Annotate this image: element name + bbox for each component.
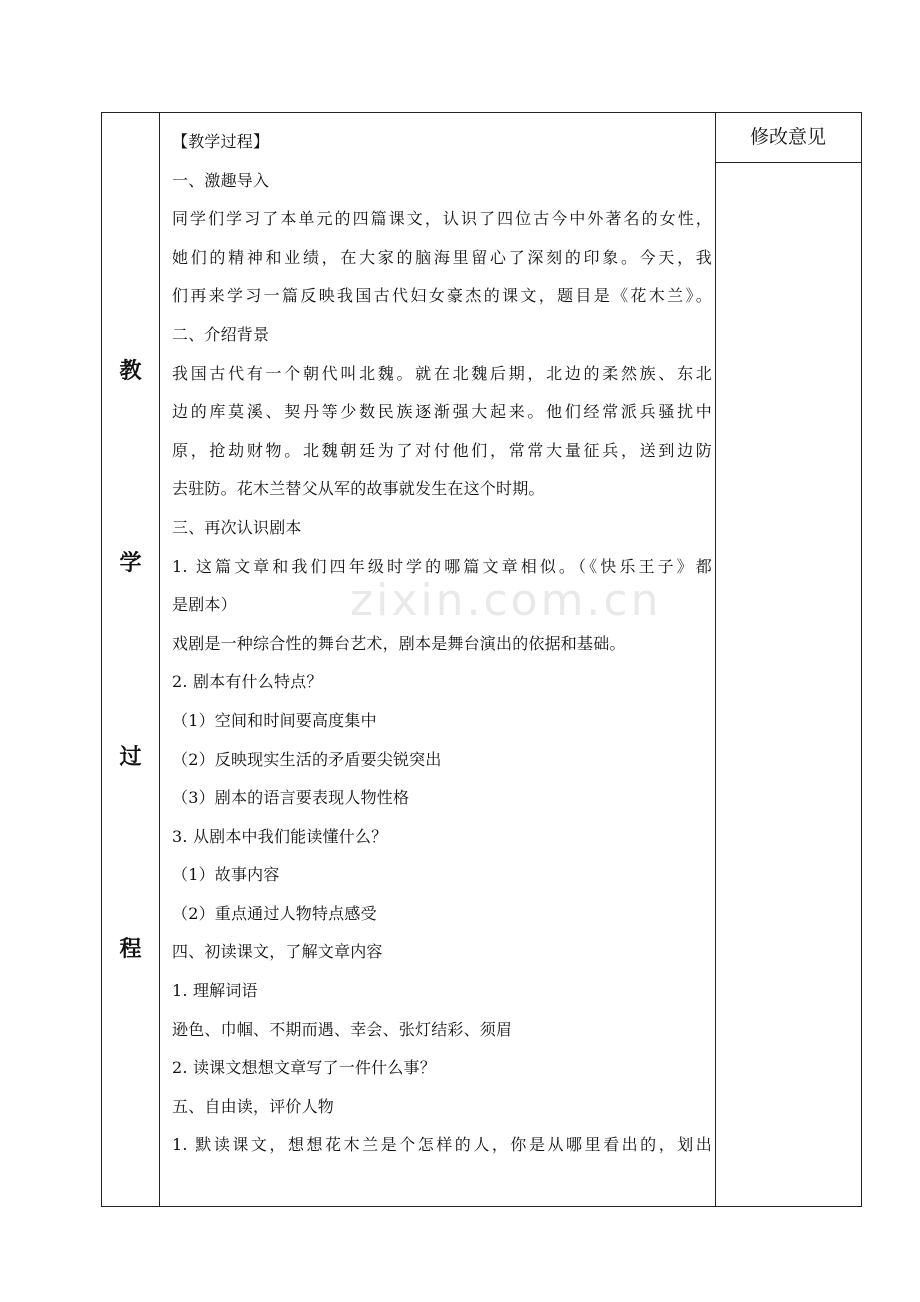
side-label-char: 程 bbox=[119, 937, 142, 962]
content-line: （1）故事内容 bbox=[172, 865, 280, 885]
content-line: 2. 剧本有什么特点？ bbox=[172, 672, 323, 692]
content-line: 1. 默读课文，想想花木兰是个怎样的人，你是从哪里看出的，划出 bbox=[172, 1135, 712, 1155]
content-line: 二、介绍背景 bbox=[172, 324, 270, 344]
content-line: 1. 这篇文章和我们四年级时学的哪篇文章相似。（《快乐王子》都 bbox=[172, 556, 712, 576]
content-line: 我国古代有一个朝代叫北魏。就在北魏后期，北边的柔然族、东北 bbox=[172, 363, 712, 383]
content-line: 【教学过程】 bbox=[172, 132, 270, 151]
lesson-table bbox=[101, 112, 862, 1207]
content-line: 逊色、巾帼、不期而遇、幸会、张灯结彩、须眉 bbox=[172, 1019, 513, 1039]
content-line: 是剧本） bbox=[172, 595, 237, 615]
side-label-char: 教 bbox=[119, 359, 142, 384]
content-line: 们再来学习一篇反映我国古代妇女豪杰的课文，题目是《花木兰》。 bbox=[172, 286, 712, 306]
side-label-char: 过 bbox=[119, 745, 142, 770]
content-line: （2）重点通过人物特点感受 bbox=[172, 903, 377, 923]
table-divider-left bbox=[159, 113, 160, 1206]
content-line: （2）反映现实生活的矛盾要尖锐突出 bbox=[172, 749, 442, 769]
teaching-process-label bbox=[102, 113, 159, 1206]
content-line: 她们的精神和业绩，在大家的脑海里留心了深刻的印象。今天，我 bbox=[172, 247, 712, 267]
table-divider-right bbox=[715, 113, 716, 1206]
side-label-char: 学 bbox=[119, 551, 142, 576]
content-line: 同学们学习了本单元的四篇课文，认识了四位古今中外著名的女性， bbox=[172, 209, 712, 229]
content-line: 戏剧是一种综合性的舞台艺术，剧本是舞台演出的依据和基础。 bbox=[172, 633, 626, 653]
revise-opinion-header: 修改意见 bbox=[749, 126, 826, 148]
content-line: 四、初读课文，了解文章内容 bbox=[172, 942, 383, 962]
content-line: 3. 从剧本中我们能读懂什么？ bbox=[172, 826, 388, 846]
content-line: 去驻防。花木兰替父从军的故事就发生在这个时期。 bbox=[172, 479, 545, 499]
revise-header-divider bbox=[715, 162, 861, 163]
content-line: 三、再次认识剧本 bbox=[172, 517, 302, 537]
content-line: （3）剧本的语言要表现人物性格 bbox=[172, 788, 410, 808]
content-line: 2. 读课文想想文章写了一件什么事？ bbox=[172, 1058, 436, 1078]
content-line: 边的库莫溪、契丹等少数民族逐渐强大起来。他们经常派兵骚扰中 bbox=[172, 402, 712, 422]
watermark: zixin.com.cn bbox=[350, 575, 662, 626]
content-line: 原，抢劫财物。北魏朝廷为了对付他们，常常大量征兵，送到边防 bbox=[172, 440, 712, 460]
content-line: 一、激趣导入 bbox=[172, 170, 270, 190]
lesson-content bbox=[172, 123, 712, 1165]
content-line: 1. 理解词语 bbox=[172, 981, 258, 1001]
content-line: （1）空间和时间要高度集中 bbox=[172, 710, 377, 730]
content-line: 五、自由读，评价人物 bbox=[172, 1096, 335, 1116]
